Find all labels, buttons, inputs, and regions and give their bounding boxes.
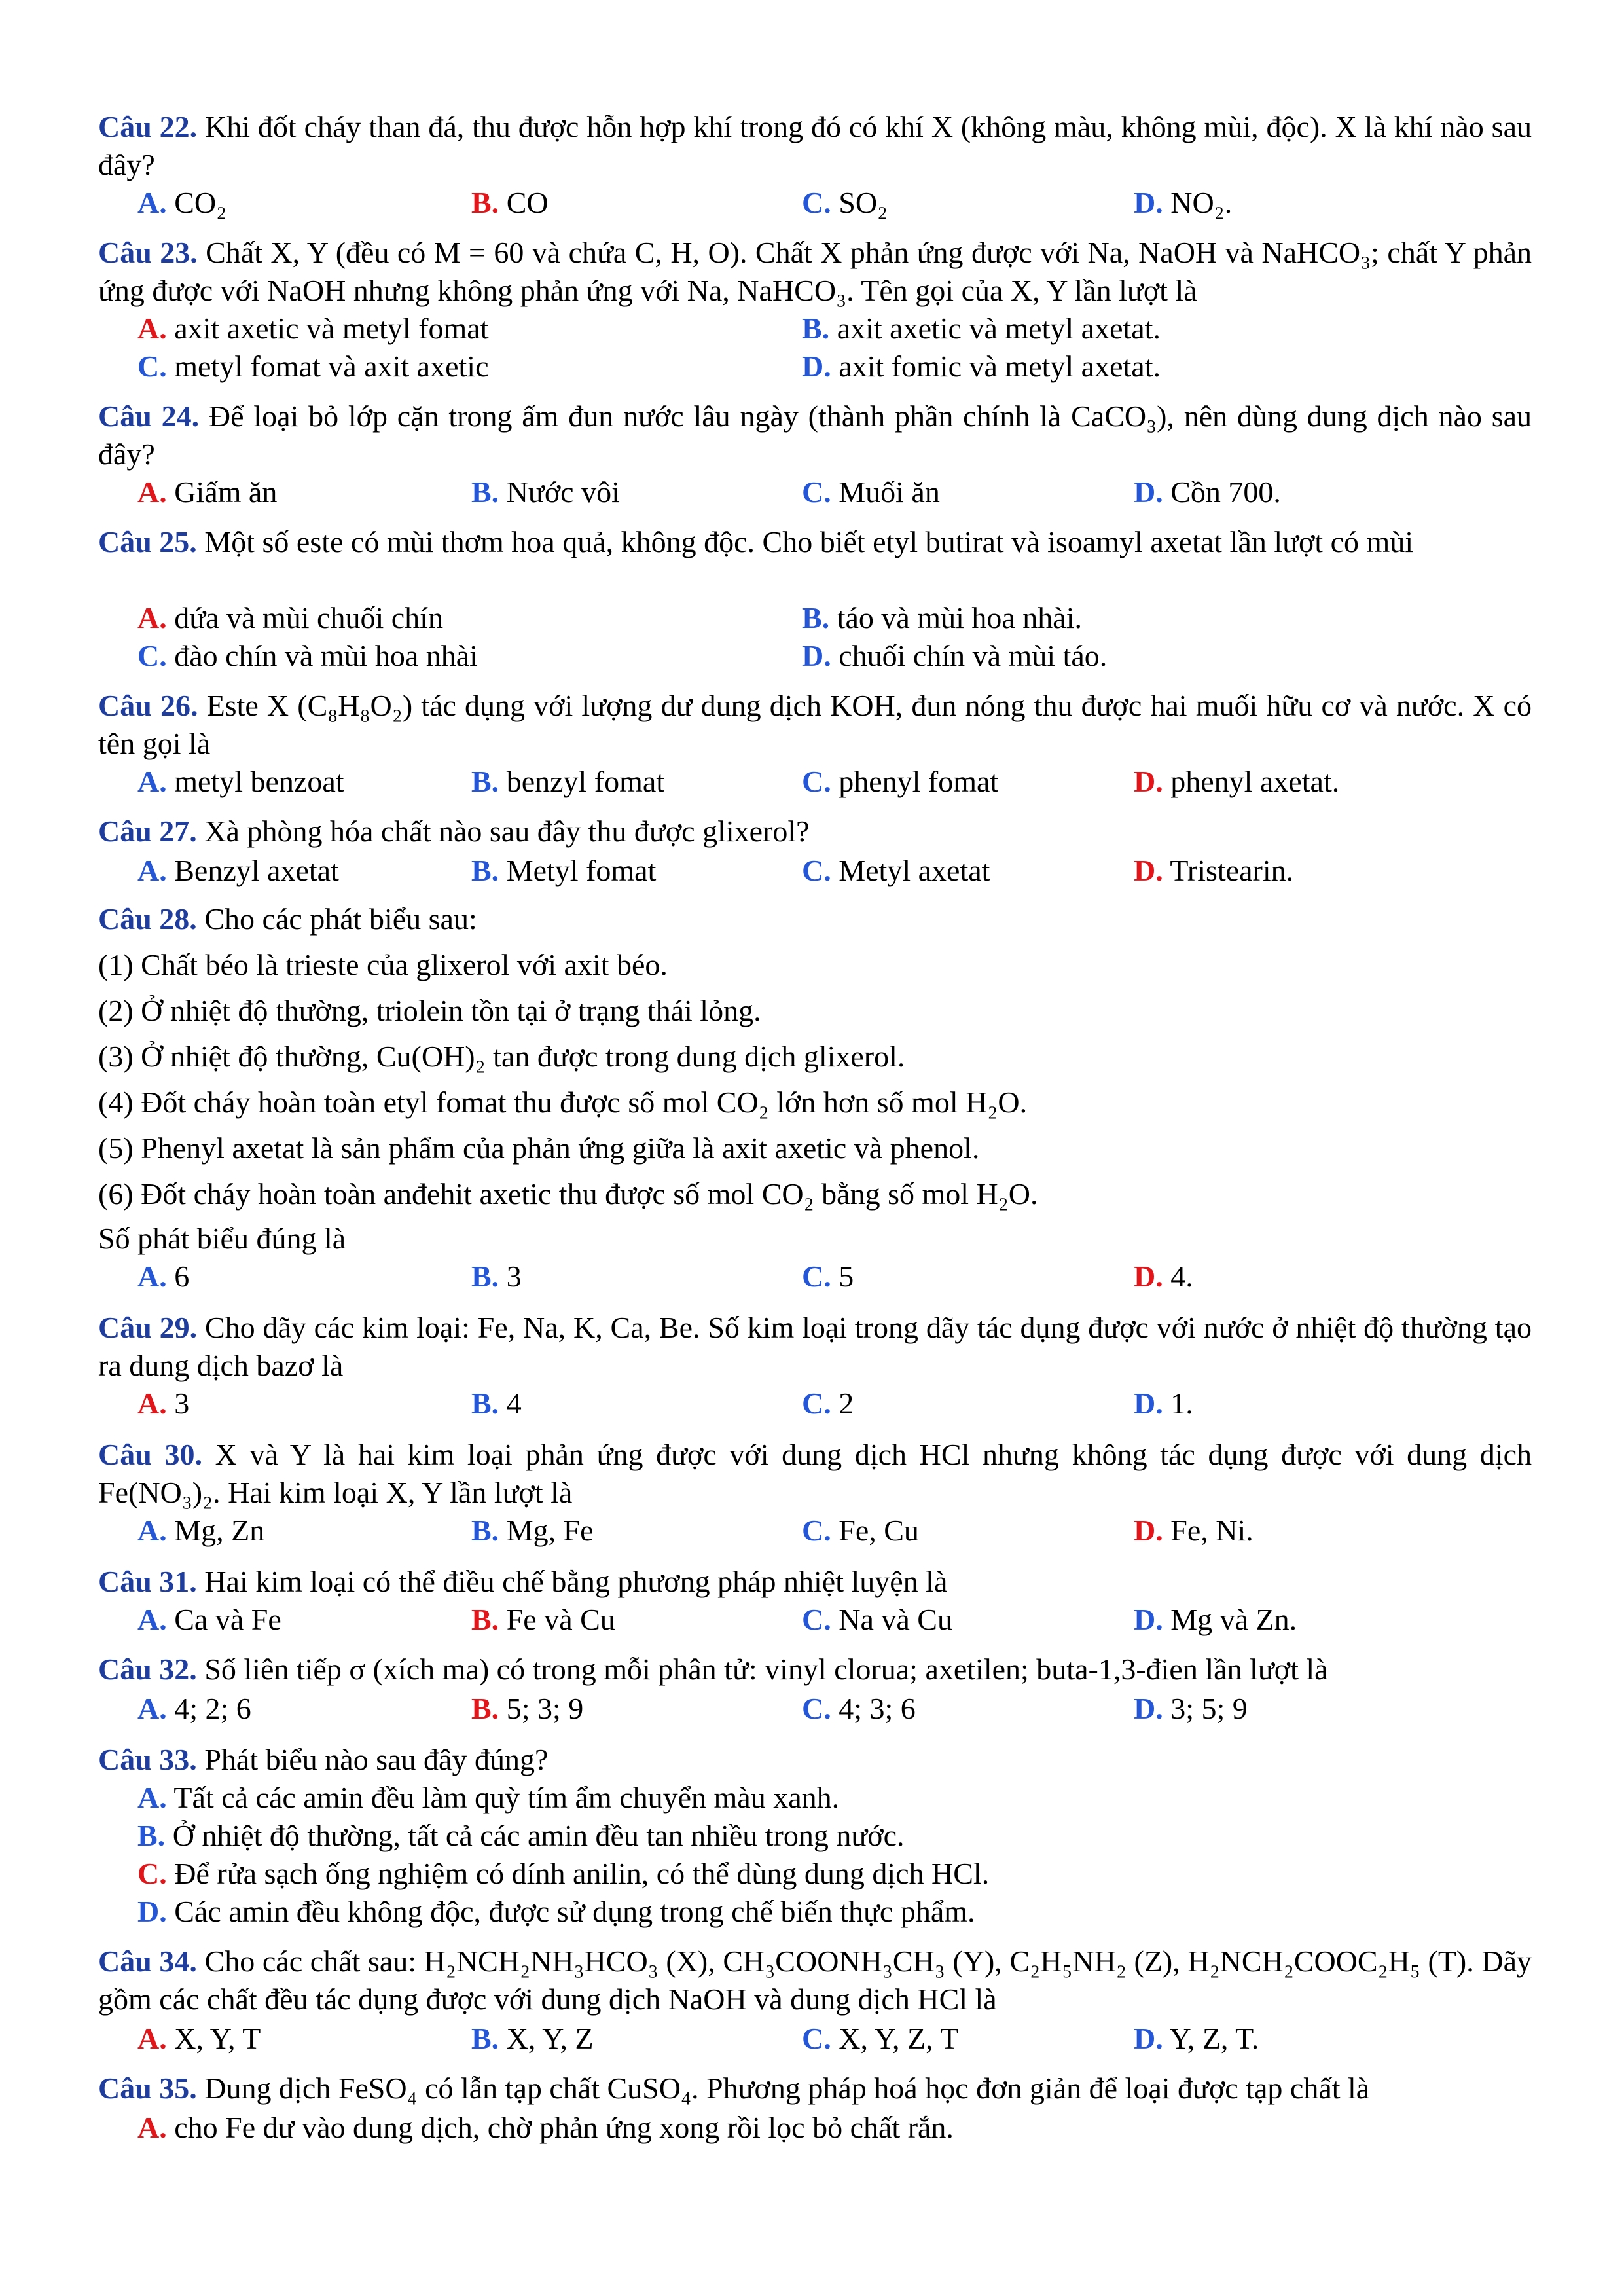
option-b[interactable]: B. X, Y, Z <box>471 2022 594 2055</box>
question-25 <box>98 523 1532 561</box>
question-stem: Để loại bỏ lớp cặn trong ấm đun nước lâu ngày (thành phần chính là CaCO₃), nên dùng dung dịch nào sau đây? <box>98 399 1532 471</box>
option-d[interactable]: D. NO₂. <box>1134 186 1233 219</box>
question-stem: Cho các chất sau: H₂NCH₂NH₃HCO₃ (X), CH₃COONH₃CH₃ (Y), C₂H₅NH₂ (Z), H₂NCH₂COOC₂H₅ (T). Dãy gồm các chất đều tác dụng được với dung dịch NaOH và dung dịch HCl là <box>98 1944 1532 2016</box>
statement-3: (3) Ở nhiệt độ thường, Cu(OH)₂ tan được trong dung dịch glixerol. <box>98 1040 905 1073</box>
options-row <box>137 2020 1532 2058</box>
option-b[interactable]: B. Metyl fomat <box>471 854 657 887</box>
question-33 <box>98 1741 1532 1779</box>
statement-6: (6) Đốt cháy hoàn toàn anđehit axetic thu được số mol CO₂ bằng số mol H₂O. <box>98 1177 1038 1211</box>
options-row <box>137 473 1532 511</box>
option-a[interactable]: A. Benzyl axetat <box>137 854 339 887</box>
option-a[interactable]: A. CO₂ <box>137 186 227 219</box>
question-number: Câu 29. <box>98 1311 198 1344</box>
option-c[interactable]: C. metyl fomat và axit axetic <box>137 350 489 383</box>
question-ask: Số phát biểu đúng là <box>98 1222 346 1255</box>
option-c[interactable]: C. 2 <box>802 1387 854 1420</box>
question-number: Câu 24. <box>98 399 200 433</box>
option-a[interactable]: A. X, Y, T <box>137 2022 261 2055</box>
option-a[interactable]: A. metyl benzoat <box>137 765 344 798</box>
question-35 <box>98 2069 1532 2107</box>
question-number: Câu 28. <box>98 902 197 936</box>
question-number: Câu 30. <box>98 1438 202 1471</box>
options-row <box>137 852 1532 890</box>
option-d[interactable]: D. Y, Z, T. <box>1134 2022 1259 2055</box>
question-number: Câu 35. <box>98 2071 197 2105</box>
option-a[interactable]: A. dứa và mùi chuối chín <box>137 601 443 634</box>
option-d[interactable]: D. Cồn 700. <box>1134 475 1281 509</box>
statement-2: (2) Ở nhiệt độ thường, triolein tồn tại ở trạng thái lỏng. <box>98 994 761 1027</box>
option-c[interactable]: C. X, Y, Z, T <box>802 2022 959 2055</box>
options-row <box>137 1512 1532 1550</box>
option-b[interactable]: B. Nước vôi <box>471 475 620 509</box>
statement-1: (1) Chất béo là trieste của glixerol với axit béo. <box>98 948 668 981</box>
option-d[interactable]: D. axit fomic và metyl axetat. <box>802 350 1161 383</box>
question-number: Câu 31. <box>98 1565 197 1598</box>
question-30 <box>98 1436 1532 1512</box>
options-row <box>137 1258 1532 1296</box>
option-c[interactable]: C. SO₂ <box>802 186 888 219</box>
question-number: Câu 25. <box>98 525 197 558</box>
option-b[interactable]: B. axit axetic và metyl axetat. <box>802 312 1161 345</box>
option-c[interactable]: C. đào chín và mùi hoa nhài <box>137 639 478 672</box>
option-c[interactable]: C. 5 <box>802 1260 854 1293</box>
question-28 <box>98 900 1532 938</box>
option-b[interactable]: B. Ở nhiệt độ thường, tất cả các amin đều tan nhiều trong nước. <box>137 1819 905 1852</box>
option-c[interactable]: C. 4; 3; 6 <box>802 1692 916 1725</box>
options-row <box>137 599 1532 637</box>
option-c[interactable]: C. phenyl fomat <box>802 765 999 798</box>
option-a[interactable]: A. Mg, Zn <box>137 1514 265 1547</box>
option-d[interactable]: D. chuối chín và mùi táo. <box>802 639 1108 672</box>
question-stem: Dung dịch FeSO₄ có lẫn tạp chất CuSO₄. Phương pháp hoá học đơn giản để loại được tạp chất là <box>204 2071 1370 2105</box>
option-d[interactable]: D. Mg và Zn. <box>1134 1603 1297 1636</box>
option-d[interactable]: D. 4. <box>1134 1260 1193 1293</box>
option-c[interactable]: C. Fe, Cu <box>802 1514 919 1547</box>
option-d[interactable]: D. Các amin đều không độc, được sử dụng trong chế biến thực phẩm. <box>137 1895 975 1928</box>
question-31 <box>98 1563 1532 1601</box>
option-a[interactable]: A. Giấm ăn <box>137 475 278 509</box>
option-d[interactable]: D. 1. <box>1134 1387 1193 1420</box>
option-a[interactable]: A. Ca và Fe <box>137 1603 281 1636</box>
question-number: Câu 34. <box>98 1944 197 1978</box>
question-number: Câu 32. <box>98 1652 197 1686</box>
question-stem: Xà phòng hóa chất nào sau đây thu được glixerol? <box>204 814 810 848</box>
option-a[interactable]: A. 6 <box>137 1260 190 1293</box>
question-stem: Cho các phát biểu sau: <box>204 902 477 936</box>
question-stem: Chất X, Y (đều có M = 60 và chứa C, H, O). Chất X phản ứng được với Na, NaOH và NaHCO₃; chất Y phản ứng được với NaOH nhưng không phản ứng với Na, NaHCO₃. Tên gọi của X, Y lần lượt là <box>98 236 1532 307</box>
options-row <box>137 348 1532 386</box>
option-b[interactable]: B. Mg, Fe <box>471 1514 594 1547</box>
option-c[interactable]: C. Muối ăn <box>802 475 940 509</box>
option-d[interactable]: D. Fe, Ni. <box>1134 1514 1254 1547</box>
options-row <box>137 1385 1532 1423</box>
question-32 <box>98 1650 1532 1688</box>
question-24 <box>98 397 1532 473</box>
question-22 <box>98 108 1532 184</box>
options-row <box>137 637 1532 675</box>
options-row <box>137 310 1532 348</box>
question-29 <box>98 1309 1532 1385</box>
question-stem: Khi đốt cháy than đá, thu được hỗn hợp khí trong đó có khí X (không màu, không mùi, độc). X là khí nào sau đây? <box>98 110 1532 181</box>
option-c[interactable]: C. Để rửa sạch ống nghiệm có dính anilin, có thể dùng dung dịch HCl. <box>137 1857 990 1890</box>
option-a[interactable]: A. cho Fe dư vào dung dịch, chờ phản ứng xong rồi lọc bỏ chất rắn. <box>137 2111 954 2144</box>
question-number: Câu 22. <box>98 110 198 143</box>
question-26 <box>98 687 1532 763</box>
option-b[interactable]: B. benzyl fomat <box>471 765 665 798</box>
question-stem: Este X (C₈H₈O₂) tác dụng với lượng dư dung dịch KOH, đun nóng thu được hai muối hữu cơ và nước. X có tên gọi là <box>98 689 1532 760</box>
option-a[interactable]: A. Tất cả các amin đều làm quỳ tím ẩm chuyển màu xanh. <box>137 1781 840 1814</box>
option-a[interactable]: A. 3 <box>137 1387 190 1420</box>
question-23 <box>98 234 1532 310</box>
question-stem: Số liên tiếp σ (xích ma) có trong mỗi phân tử: vinyl clorua; axetilen; buta-1,3-đien lần lượt là <box>204 1652 1328 1686</box>
option-b[interactable]: B. 3 <box>471 1260 522 1293</box>
option-b[interactable]: B. táo và mùi hoa nhài. <box>802 601 1082 634</box>
question-stem: Hai kim loại có thể điều chế bằng phương pháp nhiệt luyện là <box>204 1565 948 1598</box>
option-d[interactable]: D. phenyl axetat. <box>1134 765 1340 798</box>
option-a[interactable]: A. 4; 2; 6 <box>137 1692 251 1725</box>
options-row <box>137 1690 1532 1728</box>
statement-5: (5) Phenyl axetat là sản phẩm của phản ứng giữa là axit axetic và phenol. <box>98 1131 980 1165</box>
option-c[interactable]: C. Na và Cu <box>802 1603 952 1636</box>
option-a[interactable]: A. axit axetic và metyl fomat <box>137 312 489 345</box>
question-number: Câu 33. <box>98 1743 197 1776</box>
question-number: Câu 23. <box>98 236 198 269</box>
question-stem: X và Y là hai kim loại phản ứng được với dung dịch HCl nhưng không tác dụng được với dung dịch Fe(NO₃)₂. Hai kim loại X, Y lần lượt là <box>98 1438 1532 1509</box>
question-27 <box>98 812 1532 850</box>
option-d[interactable]: D. 3; 5; 9 <box>1134 1692 1248 1725</box>
option-b[interactable]: B. 4 <box>471 1387 522 1420</box>
option-b[interactable]: B. Fe và Cu <box>471 1603 615 1636</box>
option-b[interactable]: B. CO <box>471 186 549 219</box>
question-stem: Phát biểu nào sau đây đúng? <box>204 1743 549 1776</box>
question-stem: Một số este có mùi thơm hoa quả, không độc. Cho biết etyl butirat và isoamyl axetat lần lượt có mùi <box>204 525 1414 558</box>
option-b[interactable]: B. 5; 3; 9 <box>471 1692 584 1725</box>
question-34 <box>98 1942 1532 2018</box>
options-row <box>137 1601 1532 1639</box>
question-stem: Cho dãy các kim loại: Fe, Na, K, Ca, Be. Số kim loại trong dãy tác dụng được với nước ở nhiệt độ thường tạo ra dung dịch bazơ là <box>98 1311 1532 1382</box>
option-d[interactable]: D. Tristearin. <box>1134 854 1294 887</box>
statement-4: (4) Đốt cháy hoàn toàn etyl fomat thu được số mol CO₂ lớn hơn số mol H₂O. <box>98 1085 1028 1119</box>
question-number: Câu 26. <box>98 689 198 722</box>
options-row <box>137 763 1532 801</box>
options-row <box>137 184 1532 222</box>
question-number: Câu 27. <box>98 814 197 848</box>
option-c[interactable]: C. Metyl axetat <box>802 854 990 887</box>
